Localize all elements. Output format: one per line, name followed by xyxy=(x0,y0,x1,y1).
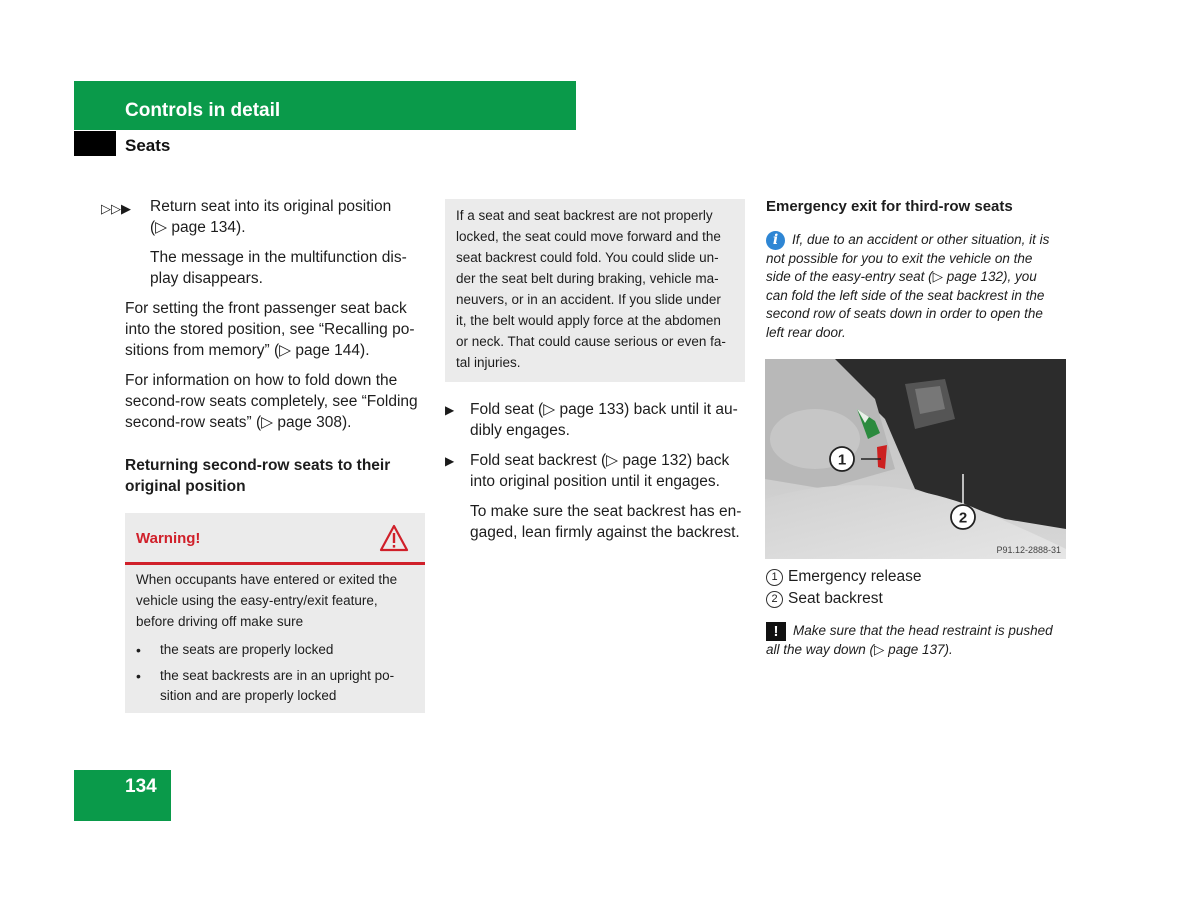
bullet-line: the seat backrests are in an upright po- xyxy=(160,668,395,683)
seat-photo xyxy=(765,359,1066,559)
step-line: (▷ page 134). xyxy=(150,219,246,236)
warning-title: Warning! xyxy=(136,530,201,547)
exclamation-icon: ! xyxy=(766,622,786,641)
para-line: sitions from memory” (▷ page 144). xyxy=(125,342,370,359)
warning-body xyxy=(136,569,421,632)
callout-label: Emergency release xyxy=(788,568,922,585)
note-line: seat backrest could fold. You could slide un- xyxy=(456,250,719,265)
chapter-title: Controls in detail xyxy=(125,100,281,121)
note-line: gaged, lean firmly against the backrest. xyxy=(470,524,740,541)
info-line: side of the easy-entry seat (▷ page 132), you xyxy=(766,269,1037,284)
seat-photo-illustration xyxy=(765,359,1066,559)
para-line: For setting the front passenger seat back xyxy=(125,300,407,317)
info-line: left rear door. xyxy=(766,324,846,340)
note-line: der the seat belt during braking, vehicle ma- xyxy=(456,271,719,286)
bullet-icon: • xyxy=(136,668,141,684)
callout-item xyxy=(766,588,883,609)
callout-number: 2 xyxy=(766,591,783,608)
info-line: second row of seats down in order to open the xyxy=(766,306,1043,321)
warning-divider xyxy=(125,562,425,565)
step-result xyxy=(150,247,435,289)
step-line: dibly engages. xyxy=(470,422,570,439)
bullet-icon: • xyxy=(136,642,141,658)
step-line: Fold seat (▷ page 133) back until it au- xyxy=(470,401,738,418)
caution-line: all the way down (▷ page 137). xyxy=(766,641,953,657)
svg-text:1: 1 xyxy=(837,451,847,469)
danger-note-text xyxy=(456,205,741,373)
section-marker xyxy=(74,131,116,156)
step-return-seat xyxy=(150,196,435,238)
caution-note xyxy=(766,622,1076,659)
bullet-line: sition and are properly locked xyxy=(160,688,337,703)
svg-text:2: 2 xyxy=(958,509,968,527)
subsection-heading xyxy=(125,455,435,497)
para-line: second-row seats completely, see “Folding xyxy=(125,393,418,410)
arrow-right-icon: ▶ xyxy=(445,403,455,417)
step-fold-seat xyxy=(470,399,755,441)
bullet-line: the seats are properly locked xyxy=(160,642,334,657)
step-fold-backrest xyxy=(470,450,755,492)
step-line: Fold seat backrest (▷ page 132) back xyxy=(470,452,730,469)
caution-line: Make sure that the head restraint is pushed xyxy=(793,623,1053,638)
section-title: Seats xyxy=(125,136,171,155)
heading-line: Returning second-row seats to their xyxy=(125,457,391,474)
callout-label: Seat backrest xyxy=(788,590,883,607)
callout-number: 1 xyxy=(766,569,783,586)
warning-bullet xyxy=(136,640,421,660)
note-line: If a seat and seat backrest are not properly xyxy=(456,208,713,223)
note-line: neuvers, or in an accident. If you slide under xyxy=(456,292,721,307)
warning-triangle-icon xyxy=(379,524,409,552)
para-line: second-row seats” (▷ page 308). xyxy=(125,414,352,431)
emergency-exit-heading: Emergency exit for third-row seats xyxy=(766,198,1013,215)
warning-line: before driving off make sure xyxy=(136,614,304,629)
info-icon: i xyxy=(766,231,785,250)
para-line: into the stored position, see “Recalling po- xyxy=(125,321,415,338)
para-line: For information on how to fold down the xyxy=(125,372,398,389)
note-line: or neck. That could cause serious or even fa- xyxy=(456,334,726,349)
result-line: The message in the multifunction dis- xyxy=(150,249,407,266)
note-line: it, the belt would apply force at the abdomen xyxy=(456,313,721,328)
continuation-marker: ▷▷▶ xyxy=(101,201,131,216)
info-line: not possible for you to exit the vehicle on the xyxy=(766,250,1033,266)
info-note xyxy=(766,231,1076,342)
note-line: locked, the seat could move forward and the xyxy=(456,229,721,244)
info-line: If, due to an accident or other situation, it is xyxy=(792,232,1050,247)
note-line: tal injuries. xyxy=(456,355,521,370)
heading-line: original position xyxy=(125,478,246,495)
note-line: To make sure the seat backrest has en- xyxy=(470,503,742,520)
step-line: into original position until it engages. xyxy=(470,473,720,490)
step-note xyxy=(470,501,755,543)
step-line: Return seat into its original position xyxy=(150,198,392,215)
warning-bullet xyxy=(136,666,421,706)
arrow-right-icon: ▶ xyxy=(445,454,455,468)
photo-code: P91.12-2888-31 xyxy=(996,545,1061,555)
paragraph-fold-down xyxy=(125,370,435,433)
result-line: play disappears. xyxy=(150,270,263,287)
paragraph-front-seat xyxy=(125,298,435,361)
warning-line: vehicle using the easy-entry/exit feature, xyxy=(136,593,378,608)
warning-line: When occupants have entered or exited the xyxy=(136,572,398,587)
info-line: can fold the left side of the seat backrest in the xyxy=(766,287,1045,303)
callout-item xyxy=(766,566,922,587)
page-number: 134 xyxy=(125,776,157,797)
